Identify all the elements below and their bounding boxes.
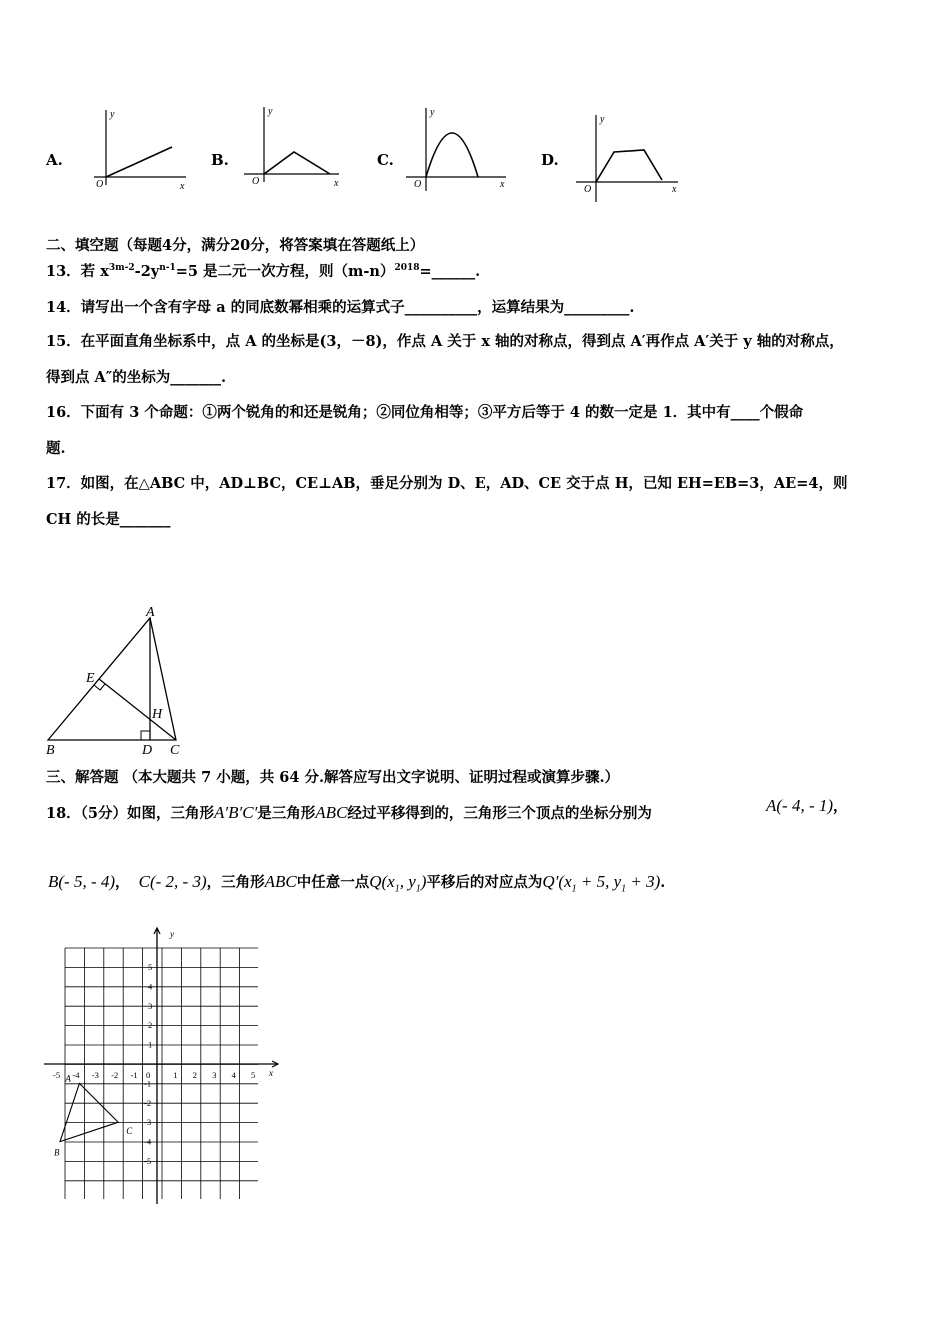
graph-d-y-label: y — [600, 114, 605, 125]
q18-q-sub-2: 1 — [415, 883, 421, 895]
q18-math-abc: ABC — [315, 803, 348, 822]
x-tick-label: -5 — [53, 1070, 61, 1080]
coordinate-grid — [40, 922, 285, 1204]
graph-a-origin-label: O — [96, 179, 104, 190]
y-axis-label: y — [170, 929, 174, 939]
grid-point-label-a: A — [65, 1073, 71, 1084]
option-b-label: B. — [211, 151, 229, 169]
y-tick-label: 1 — [148, 1039, 153, 1050]
graph-c-x-label: x — [500, 179, 505, 190]
q18-q-part-b: , y — [399, 872, 416, 891]
graph-a-x-label: x — [180, 181, 185, 192]
x-tick-label: -4 — [72, 1070, 80, 1080]
option-c-label: C. — [377, 151, 394, 169]
x-tick-label: -1 — [130, 1070, 138, 1080]
option-a — [46, 150, 63, 169]
y-tick-label: 3 — [148, 1000, 153, 1011]
graph-b-y-label: y — [268, 106, 273, 117]
q18-math-q — [369, 872, 427, 895]
option-a-label: A. — [46, 151, 63, 169]
q13-sup-2: n-1 — [159, 263, 176, 273]
question-15-line1: 15．在平面直角坐标系中，点 A 的坐标是(3，－8)，作点 A 关于 x 轴的对称点，得到点 A′再作点 A′关于 y 轴的对称点， — [46, 333, 844, 350]
label-c: C — [170, 743, 180, 758]
q18-q-sub-1: 1 — [394, 883, 400, 895]
x-tick-label: 2 — [192, 1070, 198, 1080]
y-tick-label: -4 — [144, 1136, 152, 1147]
question-17-line1: 17．如图，在△ABC 中，AD⊥BC，CE⊥AB，垂足分别为 D、E，AD、CE 交于点 H，已知 EH=EB=3，AE=4，则 — [46, 475, 848, 492]
x-tick-label: 0 — [146, 1070, 151, 1080]
q18-math-point-a: A(- 4, - 1) — [766, 796, 834, 815]
question-18-line1 — [46, 803, 652, 824]
label-b: B — [46, 743, 55, 758]
q13-text-a: 13．若 x — [46, 263, 109, 280]
right-angle-e — [94, 684, 105, 690]
option-b — [211, 150, 229, 169]
label-e: E — [86, 671, 95, 686]
question-18-line2 — [48, 872, 665, 893]
q18-math-abc-2: ABC — [264, 872, 297, 891]
graph-b-x-label: x — [334, 178, 339, 189]
grid-point-label-c: C — [126, 1126, 133, 1137]
graph-c-y-label: y — [430, 107, 435, 118]
q13-text-d: =______. — [419, 263, 481, 280]
q18-text-7: 中任意一点 — [296, 874, 370, 891]
x-tick-label: -2 — [111, 1070, 119, 1080]
q18-text-5: ， — [115, 874, 130, 891]
q18-qp-part-a: Q′(x — [542, 872, 572, 891]
option-d-label: D. — [541, 151, 559, 169]
q18-text-1: 18．（5分）如图，三角形 — [46, 805, 215, 822]
x-axis-label: x — [269, 1068, 273, 1078]
q18-text-4: ， — [833, 798, 848, 815]
y-tick-label: 4 — [148, 981, 153, 992]
q18-math-abc-prime: A′B′C′ — [214, 803, 258, 822]
option-d-graph — [574, 110, 686, 205]
right-angle-d — [141, 731, 150, 740]
q13-text-b: -2y — [134, 263, 160, 280]
x-tick-label: 3 — [212, 1070, 217, 1080]
question-17-line2: CH 的长是_______ — [46, 511, 171, 528]
q18-qp-part-b: + 5, y — [576, 872, 622, 891]
triangle-figure — [40, 602, 200, 760]
label-h: H — [152, 707, 163, 722]
triangle-abc-grid — [60, 1083, 118, 1141]
q18-math-point-c: C(- 2, - 3) — [138, 872, 207, 891]
y-tick-label: -1 — [144, 1078, 152, 1089]
q18-q-part-c: ) — [420, 872, 427, 891]
q18-math-point-b: B(- 5, - 4) — [48, 872, 116, 891]
y-tick-label: 2 — [148, 1020, 153, 1031]
option-a-graph — [86, 105, 196, 200]
question-15-line2: 得到点 A″的坐标为_______. — [46, 369, 227, 386]
graph-a-y-label: y — [110, 109, 115, 120]
graph-c-origin-label: O — [414, 179, 422, 190]
section2-heading: 二、填空题（每题4分，满分20分，将答案填在答题纸上） — [46, 237, 425, 254]
label-d: D — [142, 743, 153, 758]
q18-text-3: 经过平移得到的，三角形三个顶点的坐标分别为 — [347, 805, 652, 822]
q18-qp-part-c: + 3) — [626, 872, 661, 891]
y-tick-label: -2 — [144, 1097, 152, 1108]
label-a: A — [146, 605, 155, 620]
grid-point-label-b: B — [54, 1147, 60, 1158]
option-c-graph — [406, 103, 516, 198]
graph-d-x-label: x — [672, 184, 677, 195]
q13-text-c: =5 是二元一次方程，则（m-n） — [175, 263, 395, 280]
y-tick-label: -5 — [144, 1156, 152, 1166]
question-16-line1: 16．下面有 3 个命题：①两个锐角的和还是锐角；②同位角相等；③平方后等于 4 的数一定是 1．其中有____个假命 — [46, 404, 804, 421]
q18-qp-sub-1: 1 — [571, 883, 577, 895]
q13-sup-3: 2018 — [394, 263, 420, 273]
q18-qp-sub-2: 1 — [621, 883, 627, 895]
q18-text-9: . — [660, 874, 666, 891]
graph-b-origin-label: O — [252, 176, 260, 187]
y-tick-label: 5 — [148, 962, 153, 972]
q18-text-2: 是三角形 — [257, 805, 316, 822]
question-13 — [46, 262, 480, 282]
x-tick-label: 4 — [231, 1070, 236, 1080]
q18-q-part-a: Q(x — [369, 872, 395, 891]
question-14: 14．请写出一个含有字母 a 的同底数幂相乘的运算式子__________，运算结果为_________. — [46, 299, 635, 316]
q18-text-6: ，三角形 — [206, 874, 265, 891]
option-c — [377, 150, 394, 169]
x-tick-label: 1 — [173, 1070, 178, 1080]
graph-d-origin-label: O — [584, 184, 592, 195]
q18-text-8: 平移后的对应点为 — [426, 874, 543, 891]
y-tick-label: -3 — [144, 1117, 152, 1128]
x-tick-label: -3 — [91, 1070, 99, 1080]
question-16-line2: 题. — [46, 440, 66, 457]
x-tick-label: 5 — [251, 1070, 256, 1080]
q18-point-a — [766, 796, 848, 817]
q13-sup-1: 3m-2 — [108, 263, 135, 273]
q18-math-q-prime — [542, 872, 661, 895]
section3-heading: 三、解答题 （本大题共 7 小题，共 64 分.解答应写出文字说明、证明过程或演算步骤.） — [46, 769, 620, 786]
option-d — [541, 150, 559, 169]
option-b-graph — [244, 102, 354, 197]
